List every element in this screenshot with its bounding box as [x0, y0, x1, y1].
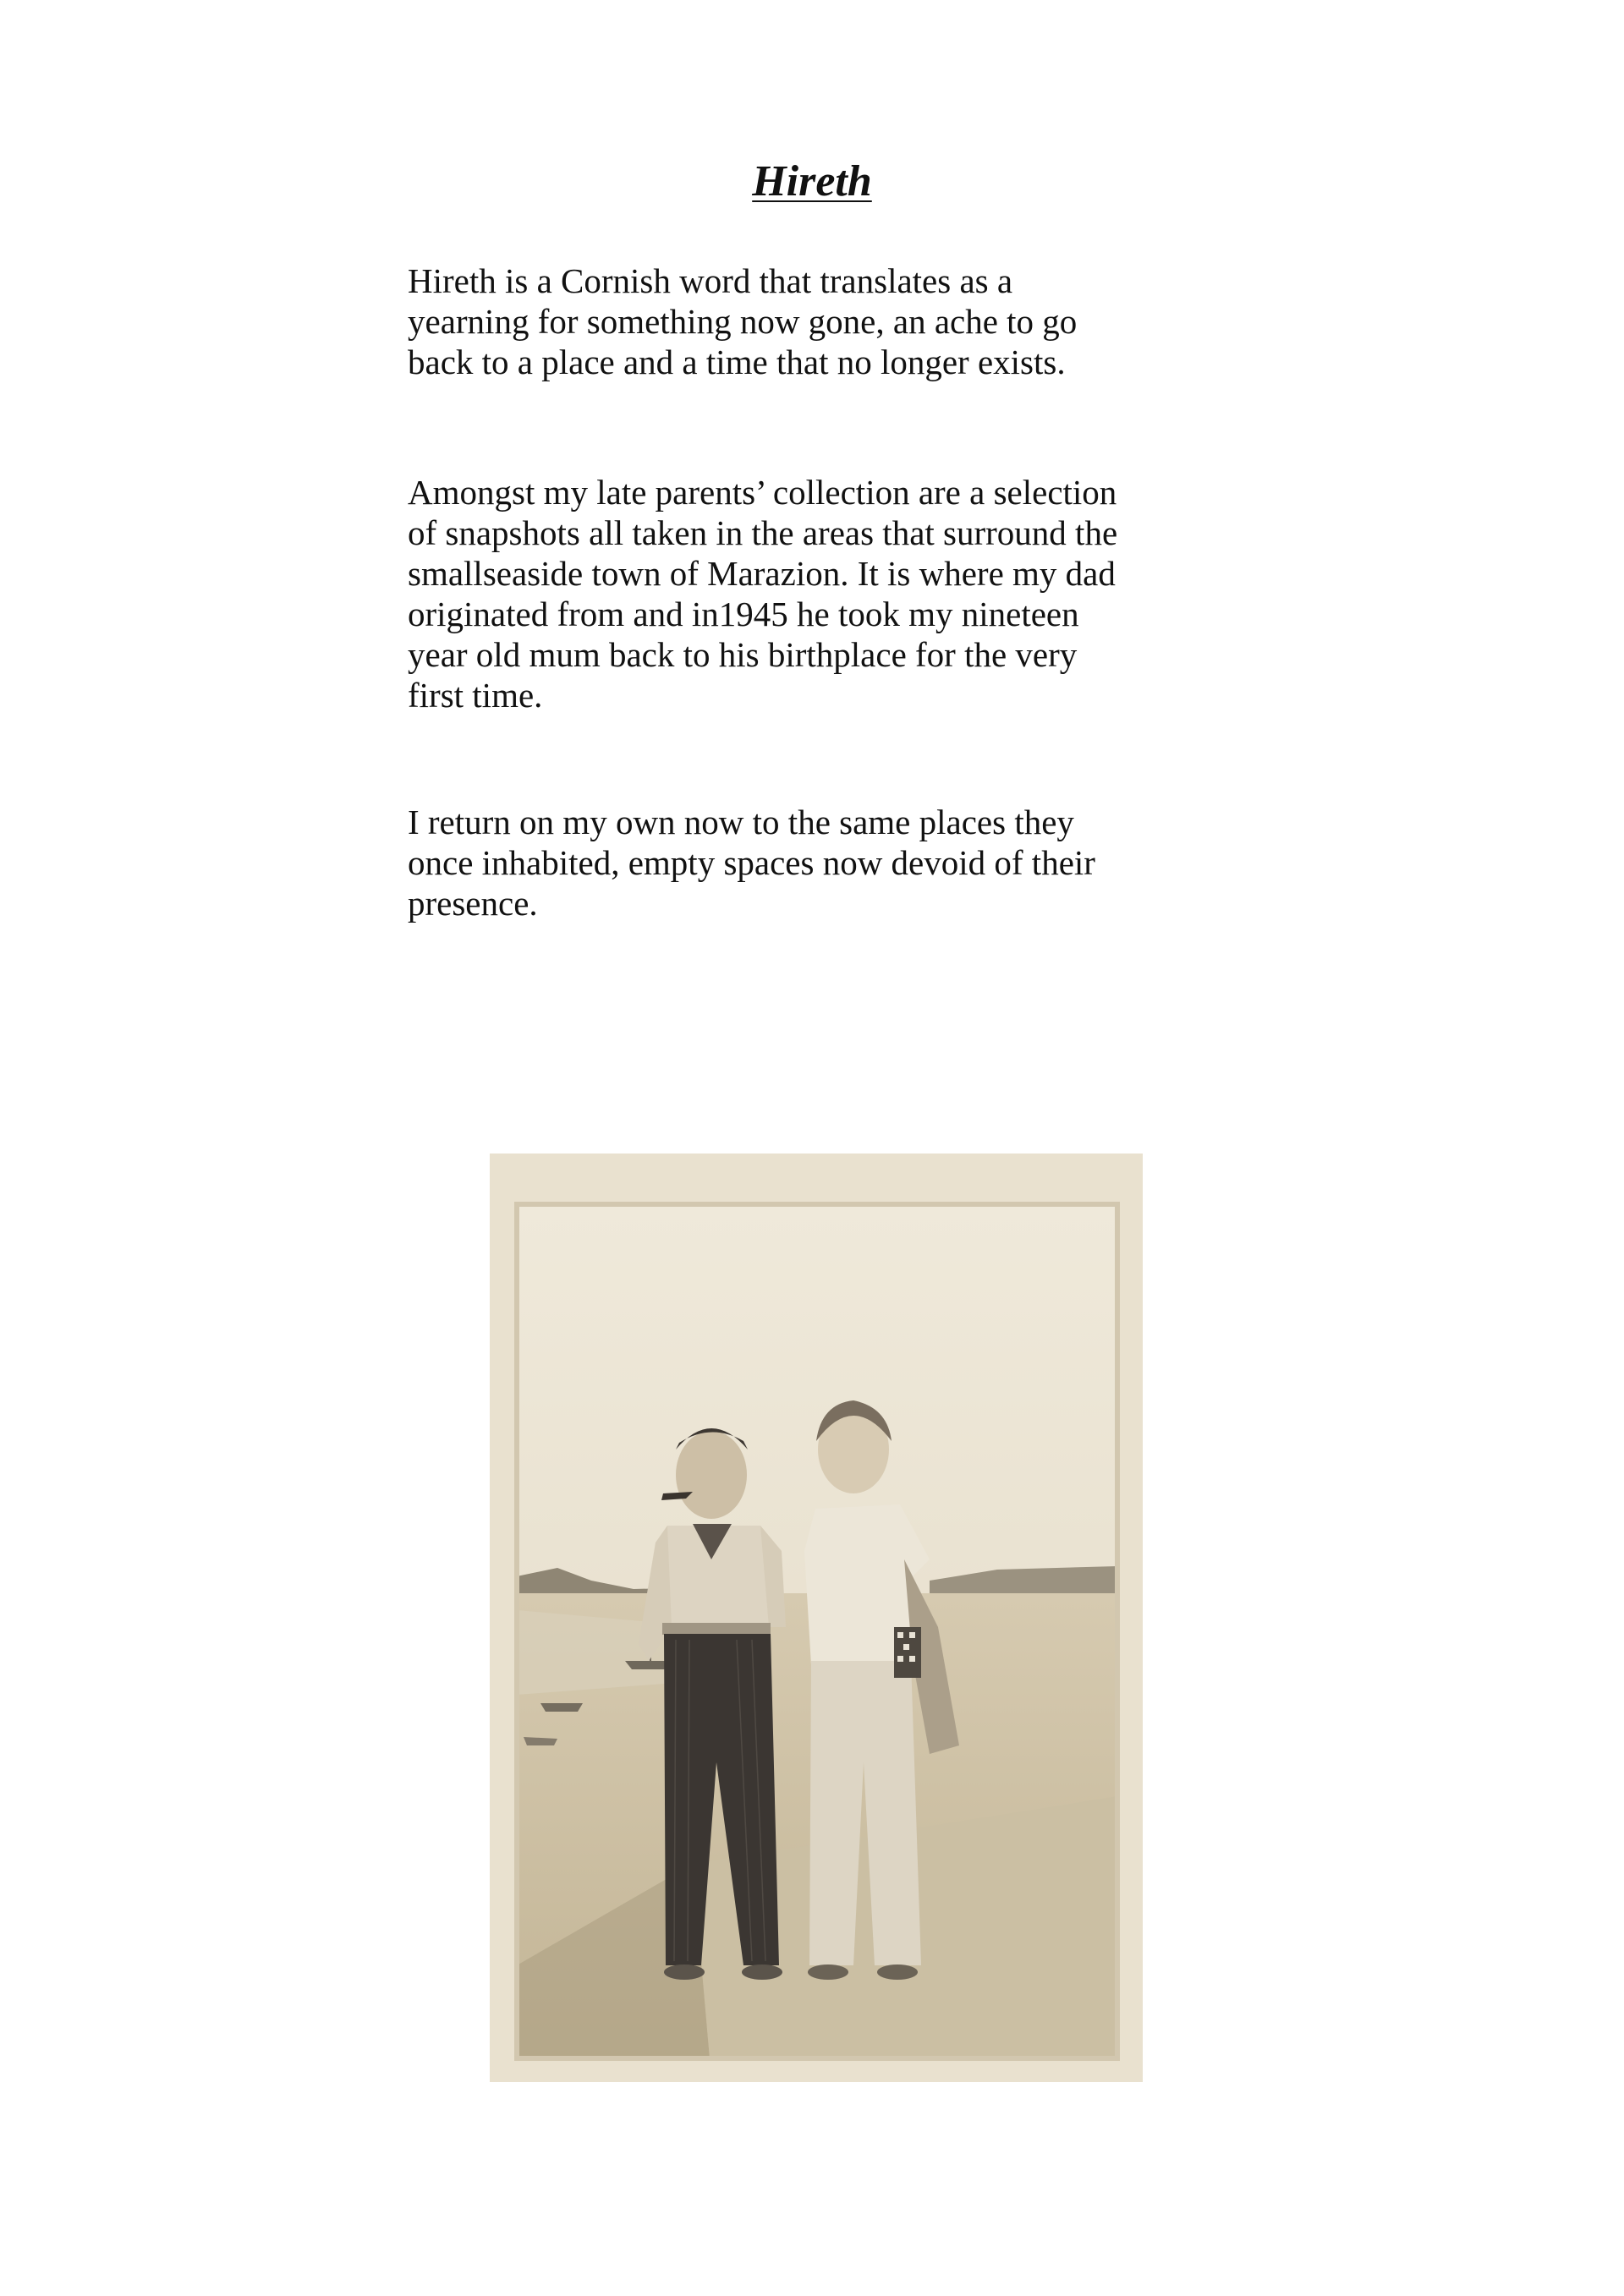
- document-title: Hireth: [752, 156, 872, 205]
- photograph-illustration: [490, 1153, 1143, 2082]
- paragraph-collection: Amongst my late parents’ collection are a selection of snapshots all taken in the areas that surround the smallseaside town of Marazion. It is where my dad originated from and in1945 he took my nineteen year old mum back to his birthplace for the very first time.: [408, 473, 1118, 715]
- vintage-photograph: [490, 1153, 1143, 2082]
- paragraph-intro: Hireth is a Cornish word that translates as a yearning for something now gone, an ache to go back to a place and a time that no longer exists.: [408, 261, 1078, 381]
- paragraph-return: I return on my own now to the same places they once inhabited, empty spaces now devoid of their presence.: [408, 803, 1095, 923]
